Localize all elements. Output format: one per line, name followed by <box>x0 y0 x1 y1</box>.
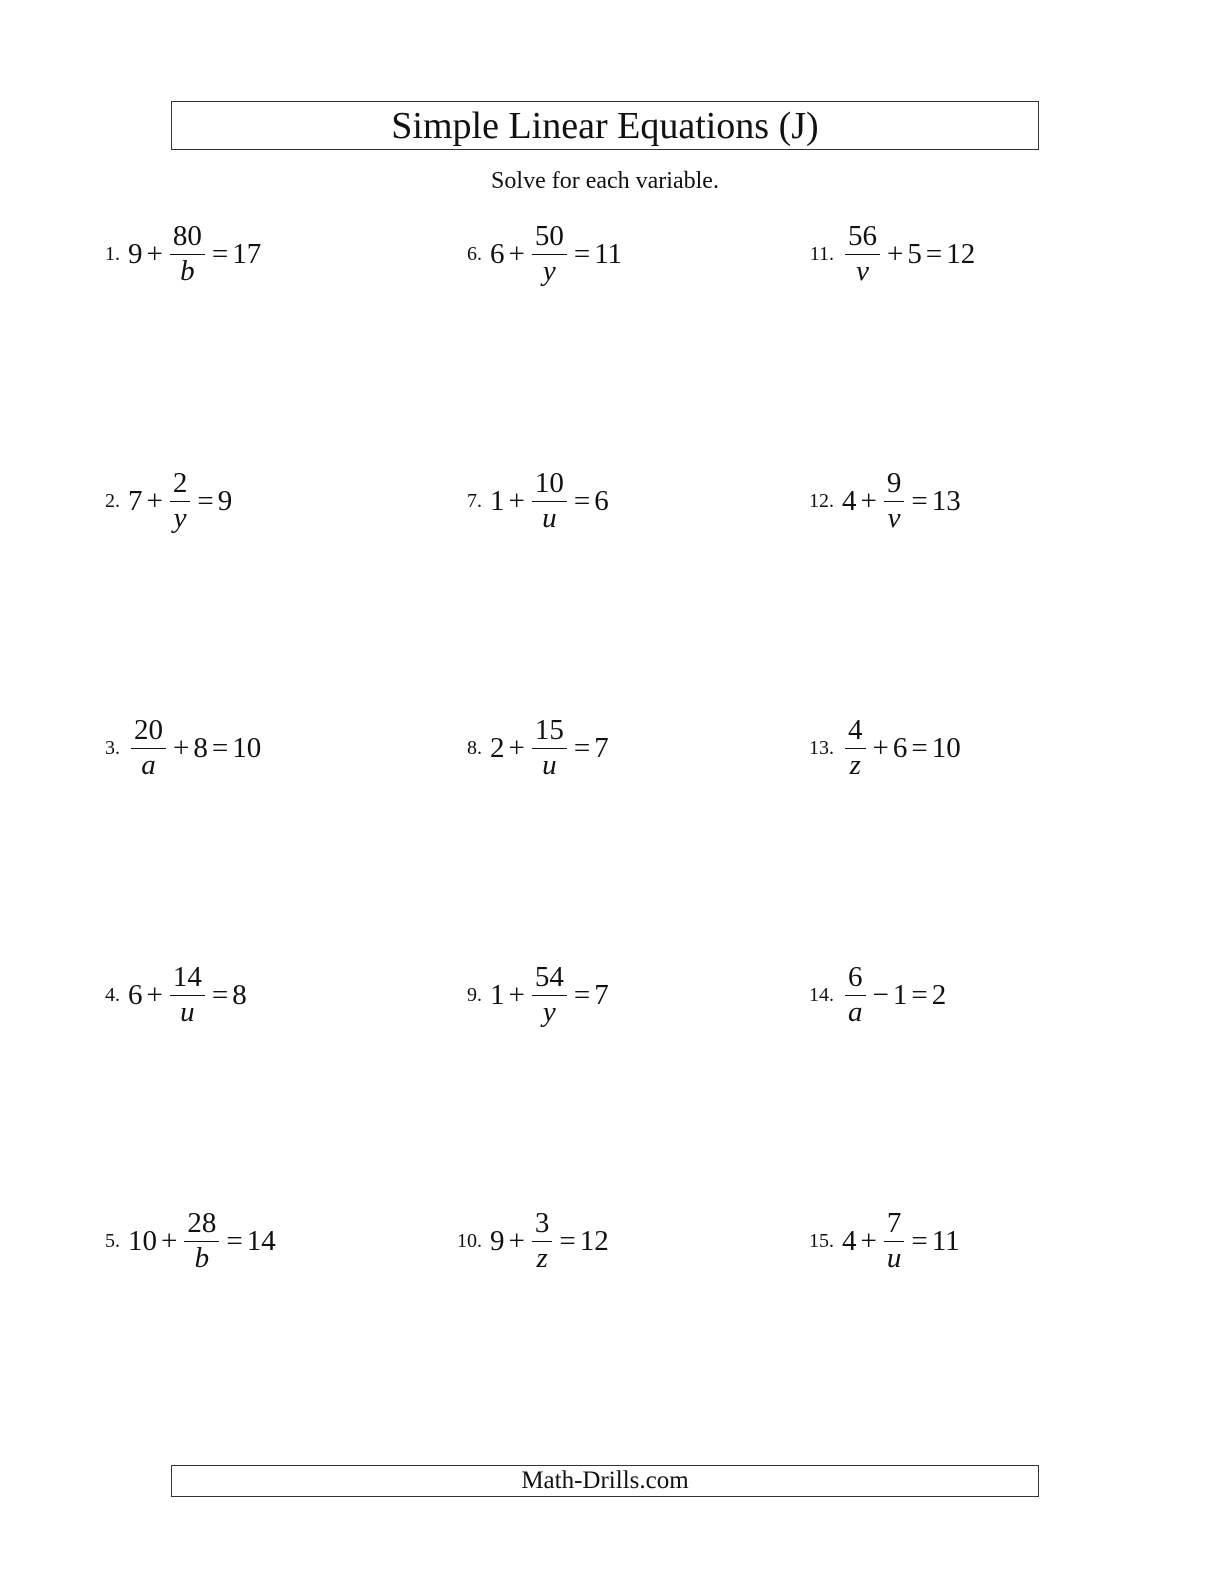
fraction-denominator: v <box>856 254 869 287</box>
fraction-denominator: z <box>536 1241 548 1274</box>
fraction <box>532 220 567 288</box>
fraction <box>170 220 205 288</box>
problem-number: 9. <box>467 983 482 1006</box>
operator: + <box>508 978 525 1011</box>
lhs-constant: 1 <box>490 978 505 1011</box>
lhs-constant: 1 <box>490 484 505 517</box>
lhs-constant: 9 <box>490 1224 505 1257</box>
fraction <box>170 961 205 1029</box>
equals-sign: = <box>573 978 591 1011</box>
problem-item <box>800 461 961 541</box>
fraction-denominator: v <box>887 501 901 534</box>
lhs-constant: 9 <box>128 237 143 270</box>
equals-sign: = <box>211 978 229 1011</box>
problem-number: 7. <box>467 489 482 512</box>
operator: − <box>872 978 889 1011</box>
fraction-denominator: y <box>173 501 187 534</box>
rhs-value: 7 <box>594 731 609 764</box>
problem-number: 2. <box>105 489 120 512</box>
operator: + <box>860 484 877 517</box>
fraction-numerator: 20 <box>134 714 163 747</box>
lhs-constant: 10 <box>128 1224 157 1257</box>
rhs-value: 11 <box>931 1224 960 1257</box>
fraction-denominator: y <box>542 254 556 287</box>
equals-sign: = <box>911 978 928 1011</box>
problem-item <box>448 708 609 788</box>
operator: + <box>146 237 163 270</box>
operator: + <box>508 484 525 517</box>
fraction <box>532 1207 553 1275</box>
fraction-denominator: b <box>180 254 195 287</box>
operator: + <box>161 1224 178 1257</box>
problem-number: 8. <box>467 736 482 759</box>
operator: + <box>146 978 163 1011</box>
fraction-numerator: 15 <box>534 714 564 747</box>
fraction-denominator: u <box>542 748 557 781</box>
operator: + <box>860 1224 877 1257</box>
fraction-numerator: 80 <box>172 220 202 253</box>
lhs-constant: 8 <box>193 731 208 764</box>
rhs-value: 13 <box>931 484 961 517</box>
rhs-value: 2 <box>931 978 947 1011</box>
equals-sign: = <box>911 484 928 517</box>
operator: + <box>508 1224 525 1257</box>
fraction-numerator: 9 <box>886 467 902 500</box>
lhs-constant: 6 <box>490 237 505 270</box>
problem-item <box>448 1201 609 1281</box>
fraction <box>884 1207 905 1275</box>
problem-item <box>800 955 946 1035</box>
fraction-numerator: 6 <box>848 961 863 994</box>
rhs-value: 7 <box>594 978 609 1011</box>
problem-number: 13. <box>809 736 834 759</box>
problem-item <box>800 214 975 294</box>
fraction <box>170 467 191 535</box>
fraction <box>131 714 166 782</box>
lhs-constant: 2 <box>490 731 505 764</box>
operator: + <box>508 731 525 764</box>
footer-box <box>171 1465 1039 1497</box>
problem-number: 6. <box>467 242 482 265</box>
rhs-value: 9 <box>217 484 233 517</box>
problem-number: 11. <box>809 242 834 265</box>
rhs-value: 6 <box>594 484 609 517</box>
page-title: Simple Linear Equations (J) <box>391 104 819 147</box>
fraction-numerator: 3 <box>534 1207 550 1240</box>
fraction <box>532 467 567 535</box>
rhs-value: 17 <box>232 237 262 270</box>
equals-sign: = <box>573 731 591 764</box>
operator: + <box>146 484 163 517</box>
problem-item <box>86 461 232 541</box>
operator: + <box>508 237 525 270</box>
fraction-denominator: y <box>542 995 556 1028</box>
problem-item <box>448 955 609 1035</box>
fraction <box>845 961 866 1029</box>
lhs-constant: 7 <box>128 484 143 517</box>
operator: + <box>173 731 190 764</box>
equals-sign: = <box>925 237 943 270</box>
fraction <box>845 220 880 288</box>
lhs-constant: 6 <box>892 731 908 764</box>
instructions: Solve for each variable. <box>491 168 719 194</box>
problem-item <box>448 461 609 541</box>
problem-item <box>800 1201 960 1281</box>
fraction <box>532 714 567 782</box>
fraction-denominator: b <box>194 1241 210 1274</box>
rhs-value: 14 <box>246 1224 276 1257</box>
fraction-denominator: u <box>180 995 195 1028</box>
fraction <box>532 961 567 1029</box>
fraction-denominator: u <box>542 501 557 534</box>
problem-item <box>86 708 261 788</box>
rhs-value: 12 <box>946 237 976 270</box>
rhs-value: 10 <box>931 731 961 764</box>
rhs-value: 10 <box>232 731 262 764</box>
fraction-denominator: u <box>886 1241 902 1274</box>
fraction <box>884 467 905 535</box>
fraction <box>845 714 866 782</box>
fraction-numerator: 56 <box>848 220 877 253</box>
problem-item <box>86 214 261 294</box>
footer-site: Math-Drills.com <box>521 1467 689 1494</box>
fraction-numerator: 7 <box>886 1207 902 1240</box>
lhs-constant: 4 <box>842 1224 857 1257</box>
fraction-denominator: a <box>848 995 863 1028</box>
equals-sign: = <box>911 1224 928 1257</box>
problem-number: 10. <box>457 1229 482 1252</box>
equals-sign: = <box>226 1224 243 1257</box>
equals-sign: = <box>211 237 229 270</box>
problem-item <box>448 214 622 294</box>
problem-number: 4. <box>105 983 120 1006</box>
operator: + <box>872 731 889 764</box>
fraction-numerator: 10 <box>534 467 564 500</box>
equals-sign: = <box>573 484 591 517</box>
operator: + <box>887 237 904 270</box>
rhs-value: 11 <box>594 237 623 270</box>
problem-item <box>86 1201 276 1281</box>
equals-sign: = <box>911 731 928 764</box>
equals-sign: = <box>197 484 214 517</box>
problem-number: 14. <box>809 983 834 1006</box>
equals-sign: = <box>573 237 591 270</box>
fraction-denominator: z <box>849 748 861 781</box>
problem-number: 1. <box>105 242 120 265</box>
fraction-numerator: 2 <box>172 467 188 500</box>
fraction-numerator: 4 <box>848 714 863 747</box>
equals-sign: = <box>211 731 229 764</box>
rhs-value: 8 <box>232 978 247 1011</box>
lhs-constant: 6 <box>128 978 143 1011</box>
equals-sign: = <box>559 1224 576 1257</box>
lhs-constant: 4 <box>842 484 857 517</box>
problem-number: 3. <box>105 736 120 759</box>
problem-number: 15. <box>809 1229 834 1252</box>
fraction-numerator: 14 <box>172 961 202 994</box>
problem-item <box>800 708 961 788</box>
lhs-constant: 5 <box>907 237 922 270</box>
problem-item <box>86 955 247 1035</box>
fraction <box>184 1207 219 1275</box>
problem-number: 5. <box>105 1229 120 1252</box>
lhs-constant: 1 <box>892 978 908 1011</box>
fraction-numerator: 28 <box>187 1207 217 1240</box>
rhs-value: 12 <box>579 1224 609 1257</box>
fraction-numerator: 50 <box>534 220 564 253</box>
problem-number: 12. <box>809 489 834 512</box>
fraction-denominator: a <box>141 748 156 781</box>
fraction-numerator: 54 <box>534 961 564 994</box>
